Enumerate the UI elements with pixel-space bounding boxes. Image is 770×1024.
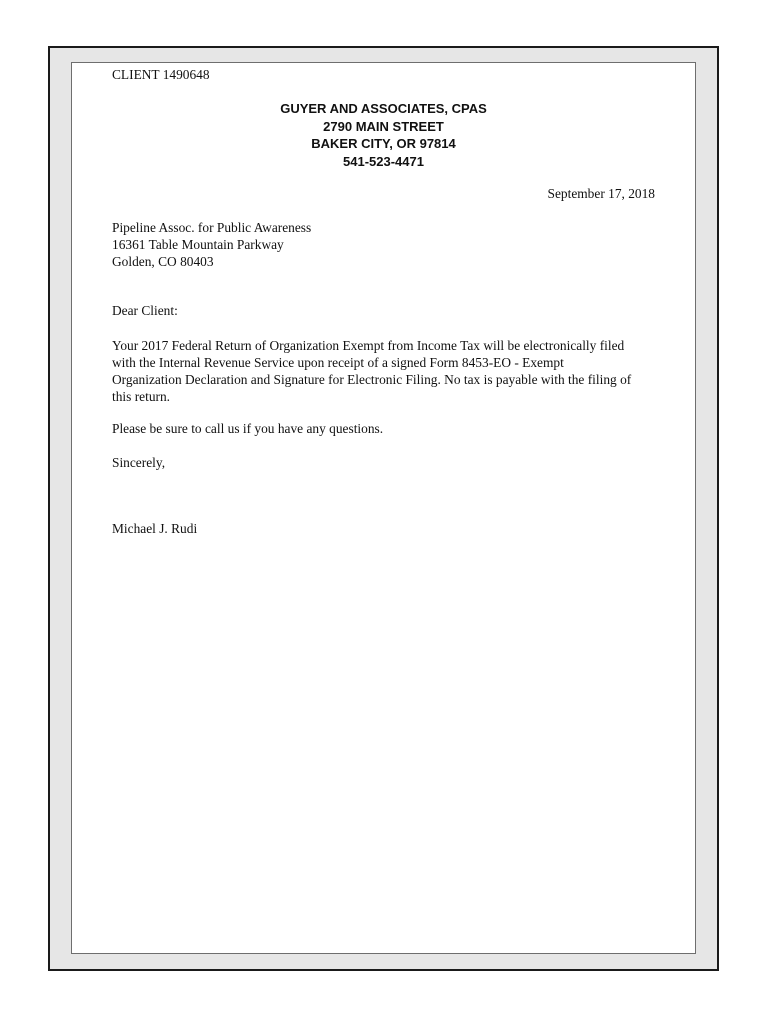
body-paragraph	[112, 337, 662, 405]
body-line: Organization Declaration and Signature for Electronic Filing. No tax is payable with the filing of	[112, 372, 632, 387]
letter-page	[71, 62, 696, 954]
letter-date: September 17, 2018	[547, 186, 655, 201]
client-id: CLIENT 1490648	[112, 67, 210, 82]
letterhead	[72, 100, 695, 170]
recipient-name: Pipeline Assoc. for Public Awareness	[112, 220, 312, 235]
valediction: Sincerely,	[112, 455, 166, 470]
firm-city-state-zip: BAKER CITY, OR 97814	[311, 136, 456, 151]
body-line: Your 2017 Federal Return of Organization Exempt from Income Tax will be electronically filed	[112, 338, 625, 353]
closing-paragraph: Please be sure to call us if you have any questions.	[112, 421, 384, 436]
body-line: with the Internal Revenue Service upon receipt of a signed Form 8453-EO - Exempt	[112, 355, 564, 370]
firm-street: 2790 MAIN STREET	[323, 118, 444, 134]
recipient-street: 16361 Table Mountain Parkway	[112, 237, 284, 252]
salutation: Dear Client:	[112, 303, 178, 318]
firm-phone: 541-523-4471	[343, 153, 424, 169]
signer-name: Michael J. Rudi	[112, 521, 198, 536]
body-line: this return.	[112, 389, 171, 404]
firm-name: GUYER AND ASSOCIATES, CPAS	[280, 101, 487, 116]
recipient-city-state-zip: Golden, CO 80403	[112, 254, 214, 269]
recipient-address	[112, 219, 311, 270]
document-frame	[48, 46, 719, 971]
